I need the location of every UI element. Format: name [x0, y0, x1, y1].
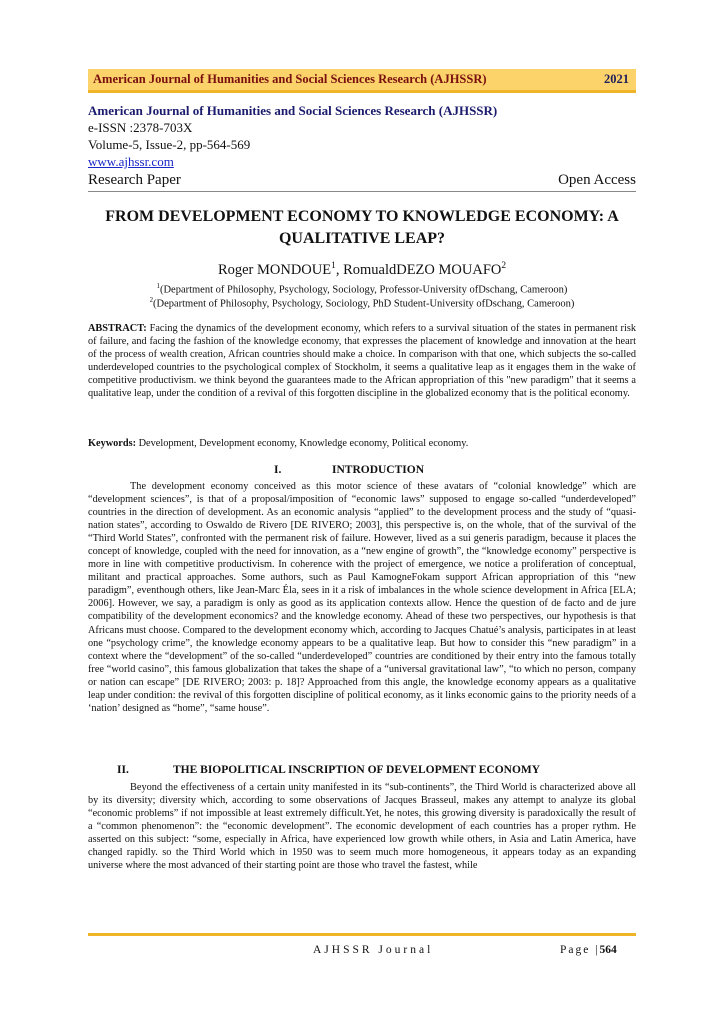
footer-journal: AJHSSR Journal [313, 944, 434, 956]
section-heading: THE BIOPOLITICAL INSCRIPTION OF DEVELOPMENT ECONOMY [173, 764, 541, 776]
volume-issue: Volume-5, Issue-2, pp-564-569 [88, 137, 251, 152]
footer-page [560, 944, 617, 956]
issn: e-ISSN :2378-703X [88, 120, 193, 135]
abstract-label: ABSTRACT: [88, 323, 147, 334]
keywords [88, 437, 636, 450]
journal-url-link[interactable]: www.ajhssr.com [88, 154, 174, 169]
access-type: Open Access [558, 172, 636, 188]
abstract [88, 322, 636, 401]
keywords-label: Keywords: [88, 438, 137, 449]
author-name: Roger MONDOUE [217, 261, 332, 278]
journal-title: American Journal of Humanities and Social Sciences Research (AJHSSR) [88, 103, 498, 118]
section-number: II. [117, 764, 129, 776]
affiliation [88, 297, 636, 310]
header-year: 2021 [604, 72, 629, 86]
affiliation-text: (Department of Philosophy, Psychology, Sociology, Professor-University ofDschang, Cameroon) [159, 284, 568, 296]
section-number: I. [274, 464, 282, 476]
affiliation-mark: 2 [149, 297, 153, 304]
footer-page-number: 564 [599, 944, 617, 956]
affiliation-text: (Department of Philosophy, Psychology, Sociology, PhD Student-University ofDschang, Cameroon) [152, 298, 575, 310]
author-list: Roger MONDOUE$^1$, RomualdDEZO MOUAFO$^2$ [217, 261, 507, 278]
author-mark: 1 [331, 261, 336, 271]
paper-title: FROM DEVELOPMENT ECONOMY TO KNOWLEDGE ECONOMY: A QUALITATIVE LEAP? [105, 208, 619, 247]
section-body: Beyond the effectiveness of a certain unity manifested in its “sub-continents”, the Third World is characterized above all by its diversity; diversity which, according to some observations of Jacques Brasseul, makes any attempt to analyze its global “economic problems” if not impossible at least extremely difficult.Yet, he notes, this growing diversity is paradoxically the result of a “common phenomenon”: the “economic development”. The economic development of each countries has a proper rythm. He asserted on this subject: “some, especially in Africa, have experienced low growth while others, in Asia and Latin America, have changed rapidly. so the Third World which in 1950 was to seem much more homogeneous, it appears today as an expanding universe where the most advanced of their starting point are those who travel the fastest, while [88, 782, 636, 872]
author-name: RomualdDEZO MOUAFO [343, 261, 502, 278]
footer-rule [88, 933, 636, 936]
affiliation-mark: 1 [156, 283, 160, 290]
section-body: The development economy conceived as this motor science of these avatars of “colonial knowledge” which are “development sciences”, is that of a proposal/imposition of “economic laws” supposed to engage so-called “underdeveloped” countries in the direction of development. As an economic analysis “applied” to the development process and the study of “quasi-nation states”, according to Oswaldo de Rivero [DE RIVERO; 2003], this perspective is, on the whole, that of the survival of the “Third World States”, confronted with the permanent risk of failure. However, lived as a sui generis paradigm, because it places the concept of knowledge, coupled with the need for innovation, as a “new engine of growth”, the “knowledge economy” perspective is more in line with competitive productivism. In coherence with the project of emergence, we notice a proliferation of conceptual, militant and practical approaches. Some authors, such as Paul KamogneFokam support African appropriation of this “new paradigm”, eventhough others, like Jean-Marc Éla, sees in it a risk of imbalances in the whole science development in Africa [ELA; 2006]. However, we say, a paradigm is only as good as its application contexts allow. Hence the question of de facto and de jure compatibility of the development economics? and the knowledge economy. Ahead of these two perspectives, our hypothesis is that Africans must choose. Compared to the development economy which, according to Jacques Chatué’s analysis, participates in at least one “psychology crime”, the knowledge economy appears to be a qualitative leap. But how to consider this “new paradigm” in a context where the “development” of the so-called “underdeveloped” countries are conditioned by their entry into the famous totally free “world casino”, this famous globalization that takes the shape of a “universal gravitational law”, “to which no person, company or nation can escape” [DE RIVERO; 2003: p. 18]? Approached from this angle, the knowledge economy appears as a qualitative leap under condition: the revival of this forgotten discipline of political economy, as it links economic gains to the priority needs of a ‘nation’ designed as “home”, “same house”. [88, 481, 636, 714]
affiliation [88, 283, 636, 296]
header-journal-name: American Journal of Humanities and Social Sciences Research (AJHSSR) [93, 72, 487, 86]
section-heading: INTRODUCTION [332, 464, 425, 476]
paper-type-row [88, 172, 636, 192]
keywords-text: Development, Development economy, Knowledge economy, Political economy. [138, 438, 469, 449]
abstract-text: Facing the dynamics of the development economy, which refers to a survival situation of the states in permanent risk of failure, and facing the fashion of the knowledge economy, that expresses the placement of knowledge and innovation at the heart of the process of wealth creation, African countries should make a choice. In comparison with that one, which subjects the so-called underdeveloped countries to the psychological complex of Stockholm, it seems a qualitative leap as it engages them in the wake of competitive productivism. we think beyond the guarantees made to the African appropriation of this "new paradigm" that it seems a qualitative leap, under the condition of a revival of this forgotten discipline in the globalized economy that is the political economy. [88, 323, 637, 400]
author-mark: 2 [501, 261, 507, 271]
paper-type: Research Paper [88, 172, 181, 188]
footer-page-label: Page | [560, 944, 600, 956]
